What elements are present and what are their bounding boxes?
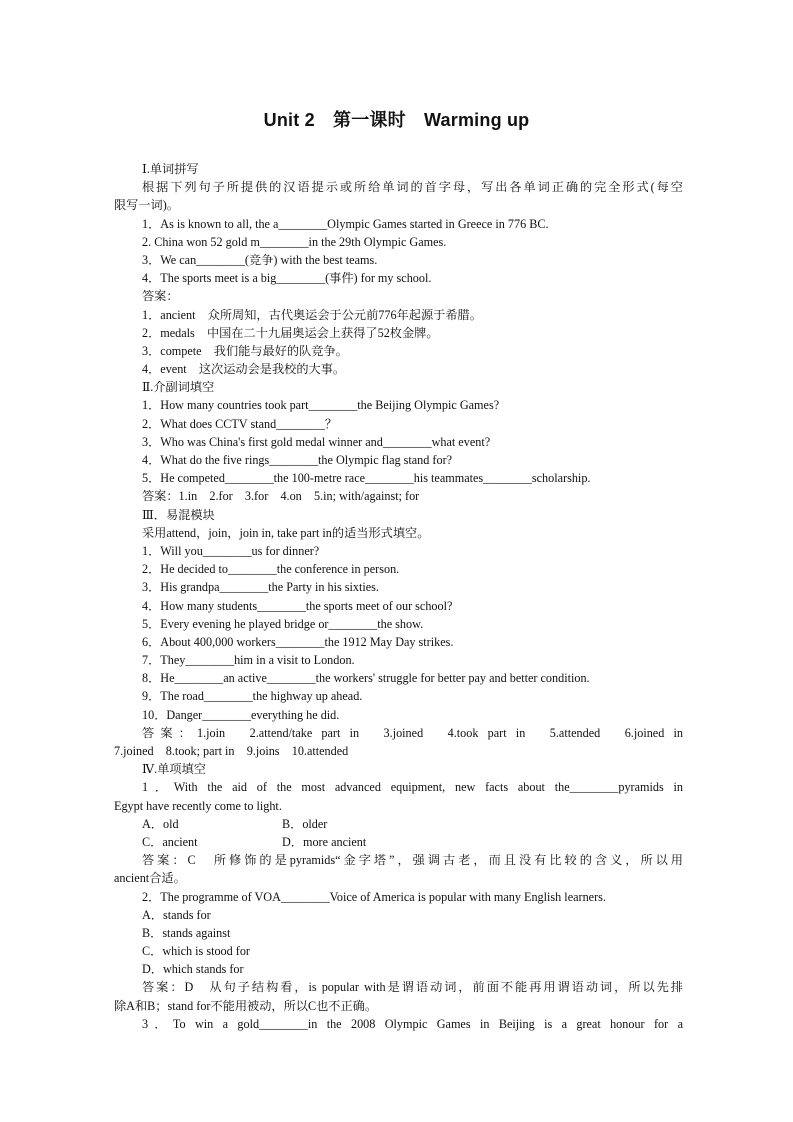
- option-d: D．which stands for: [142, 962, 244, 977]
- question-line: 8．He________an active________the workers' struggle for better pay and better condition.: [142, 671, 590, 686]
- option-row: [114, 833, 683, 851]
- option-row: [114, 815, 683, 833]
- question-line: 2．The programme of VOA________Voice of America is popular with many English learners.: [142, 889, 606, 904]
- option-c: C．ancient: [142, 834, 198, 849]
- question-line: 2．He decided to________the conference in person.: [142, 562, 400, 577]
- question-line: 1．As is known to all, the a________Olympic Games started in Greece in 776 BC.: [142, 216, 549, 231]
- answer-line-cont: 7.joined 8.took; part in 9.joins 10.attended: [114, 744, 349, 758]
- question-line: 2. China won 52 gold m________in the 29th Olympic Games.: [142, 234, 447, 249]
- section-heading-prepositions: Ⅱ.介副词填空: [142, 380, 215, 395]
- answer-line-cont: 除A和B；stand for不能用被动，所以C也不正确。: [114, 998, 378, 1013]
- question-line: 6．About 400,000 workers________the 1912 May Day strikes.: [142, 634, 454, 649]
- question-line: 4．What do the five rings________the Olympic flag stand for?: [142, 453, 453, 467]
- question-line: 3．Who was China's first gold medal winner and________what event?: [142, 434, 491, 449]
- question-line: 4．The sports meet is a big________(事件) for my school.: [142, 271, 432, 286]
- answer-label: 答案：: [142, 289, 179, 304]
- option-a: A．old: [142, 816, 179, 831]
- question-line: 1．With the aid of the most advanced equipment, new facts about the________pyramids in: [142, 780, 683, 795]
- instruction-text-cont: 限写一词)。: [114, 198, 179, 213]
- answer-line: 1．ancient 众所周知，古代奥运会于公元前776年起源于希腊。: [142, 307, 482, 322]
- question-line-cont: Egypt have recently come to light.: [114, 798, 282, 813]
- instruction-text: 根据下列句子所提供的汉语提示或所给单词的首字母，写出各单词正确的完全形式(每空: [142, 180, 683, 195]
- answer-line: 4．event 这次运动会是我校的大事。: [142, 362, 346, 377]
- question-line: 10．Danger________everything he did.: [142, 707, 340, 722]
- answer-line: 3．compete 我们能与最好的队竞争。: [142, 343, 348, 358]
- option-b: B．stands against: [142, 925, 231, 940]
- answer-line: 答案：1.in 2.for 3.for 4.on 5.in; with/against; for: [142, 489, 420, 504]
- option-a: A．stands for: [142, 907, 211, 922]
- question-line: 4．How many students________the sports meet of our school?: [142, 598, 453, 613]
- question-line: 2．What does CCTV stand________？: [142, 416, 338, 431]
- instruction-text: 采用attend，join，join in, take part in的适当形式填空。: [142, 525, 430, 540]
- question-line: 1．How many countries took part________the Beijing Olympic Games?: [142, 398, 500, 413]
- question-line: 5．Every evening he played bridge or________the show.: [142, 616, 424, 631]
- page-title: Unit 2 第一课时 Warming up: [263, 110, 530, 130]
- option-d: D．more ancient: [282, 834, 367, 849]
- section-heading-spelling: Ⅰ.单词拼写: [142, 162, 199, 176]
- document-body: [114, 160, 683, 1033]
- question-line: 3．To win a gold________in the 2008 Olympic Games in Beijing is a great honour for a: [142, 1016, 683, 1031]
- question-line: 3．We can________(竞争) with the best teams.: [142, 252, 378, 267]
- question-line: 1．Will you________us for dinner?: [142, 543, 320, 558]
- answer-line: 答案：1.join 2.attend/take part in 3.joined 4.took part in 5.attended 6.joined in: [142, 725, 683, 740]
- option-b: B．older: [282, 816, 328, 831]
- answer-line-cont: ancient合适。: [114, 871, 186, 886]
- section-heading-multiple-choice: Ⅳ.单项填空: [142, 762, 206, 777]
- question-line: 5．He competed________the 100-metre race________his teammates________scholarship.: [142, 471, 591, 486]
- answer-line: 答案：D 从句子结构看，is popular with是谓语动词，前面不能再用谓语动词，所以先排: [142, 980, 683, 995]
- question-line: 9．The road________the highway up ahead.: [142, 689, 363, 704]
- question-line: 7．They________him in a visit to London.: [142, 653, 355, 668]
- question-line: 3．His grandpa________the Party in his sixties.: [142, 580, 379, 595]
- option-c: C．which is stood for: [142, 944, 250, 959]
- section-heading-confusables: Ⅲ．易混模块: [142, 507, 215, 522]
- answer-line: 2．medals 中国在二十九届奥运会上获得了52枚金牌。: [142, 325, 439, 340]
- answer-line: 答案：C 所修饰的是pyramids“金字塔”，强调古老，而且没有比较的含义，所以用: [142, 853, 683, 868]
